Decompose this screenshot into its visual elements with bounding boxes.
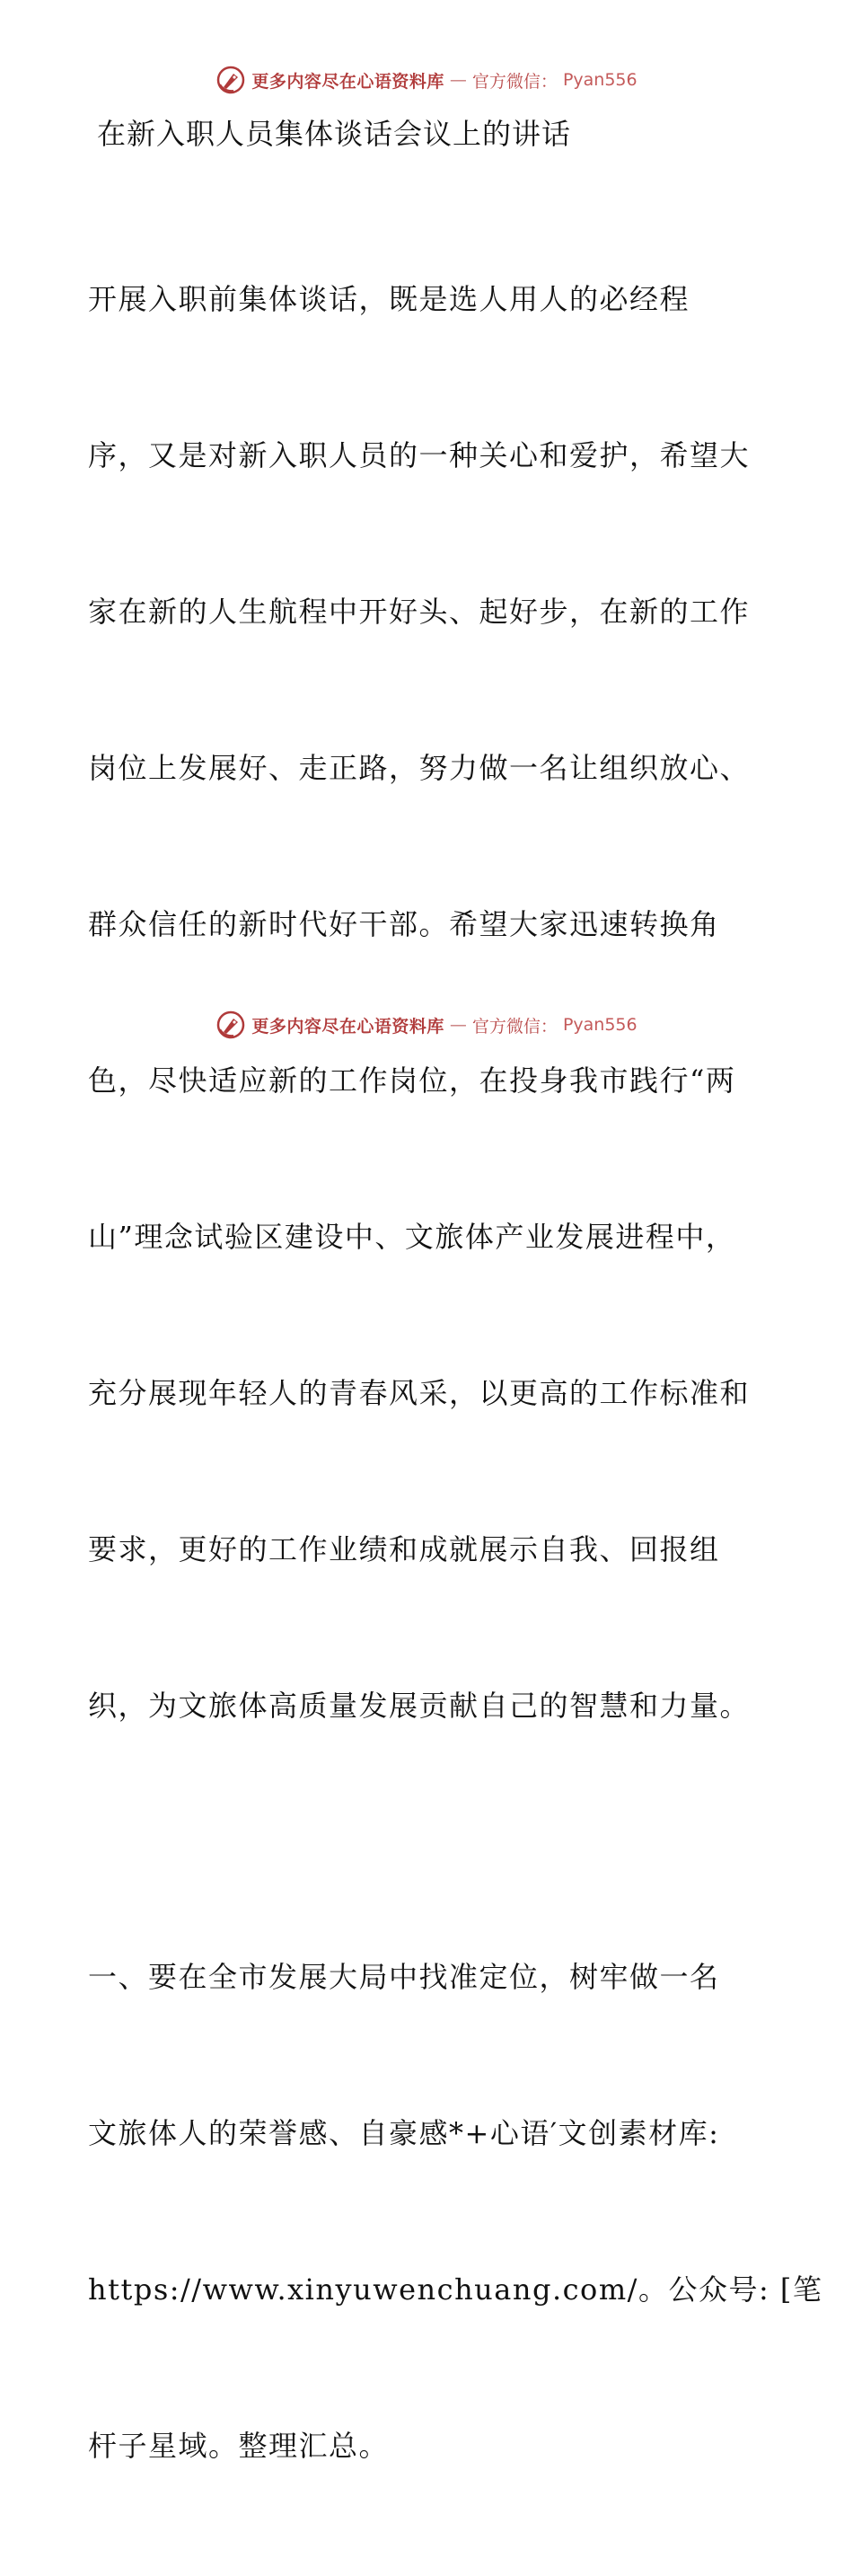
paragraph-line: 序，又是对新入职人员的一种关心和爱护，希望大 (88, 438, 751, 472)
banner-wechat-label: 官方微信： (471, 1016, 558, 1037)
paragraph-line: 家在新的人生航程中开好头、起好步，在新的工作 (88, 595, 751, 629)
banner-wechat-label: 官方微信： (471, 71, 558, 92)
paragraph-section-one (88, 1847, 823, 2576)
pen-nib-logo-icon (215, 65, 246, 95)
paragraph-line: 色，尽快适应新的工作岗位，在投身我市践行“两 (88, 1063, 736, 1098)
paragraph-intro (88, 169, 763, 1836)
paragraph-line: 杆子星域。整理汇总。 (88, 2429, 390, 2463)
banner-main-text: 更多内容尽在心语资料库 (251, 1016, 444, 1037)
header-banner (0, 65, 853, 95)
paragraph-line-url: https://www.xinyuwenchuang.com/。公众号: [笔 (88, 2272, 823, 2307)
paragraph-line: 要求，更好的工作业绩和成就展示自我、回报组 (88, 1532, 720, 1566)
footer-banner (0, 1010, 853, 1040)
banner-separator: — (449, 70, 467, 90)
paragraph-line: 岗位上发展好、走正路，努力做一名让组织放心、 (88, 751, 751, 785)
paragraph-line: 开展入职前集体谈话，既是选人用人的必经程 (88, 282, 690, 316)
pen-nib-logo-icon (215, 1010, 246, 1040)
document-body (88, 106, 823, 2576)
banner-wechat-id: Pyan556 (562, 70, 638, 90)
paragraph-line: 一、要在全市发展大局中找准定位，树牢做一名 (88, 1960, 720, 1994)
paragraph-line: 山”理念试验区建设中、文旅体产业发展进程中， (88, 1220, 736, 1254)
paragraph-line: 织，为文旅体高质量发展贡献自己的智慧和力量。 (88, 1689, 751, 1723)
paragraph-line: 文旅体人的荣誉感、自豪感*+心语′文创素材库: (88, 2116, 720, 2150)
document-title: 在新入职人员集体谈话会议上的讲话 (97, 117, 572, 151)
paragraph-line: 充分展现年轻人的青春风采，以更高的工作标准和 (88, 1376, 751, 1410)
banner-separator: — (449, 1015, 467, 1035)
paragraph-line: 群众信任的新时代好干部。希望大家迅速转换角 (88, 907, 720, 941)
banner-main-text: 更多内容尽在心语资料库 (251, 71, 444, 92)
banner-wechat-id: Pyan556 (562, 1015, 638, 1035)
